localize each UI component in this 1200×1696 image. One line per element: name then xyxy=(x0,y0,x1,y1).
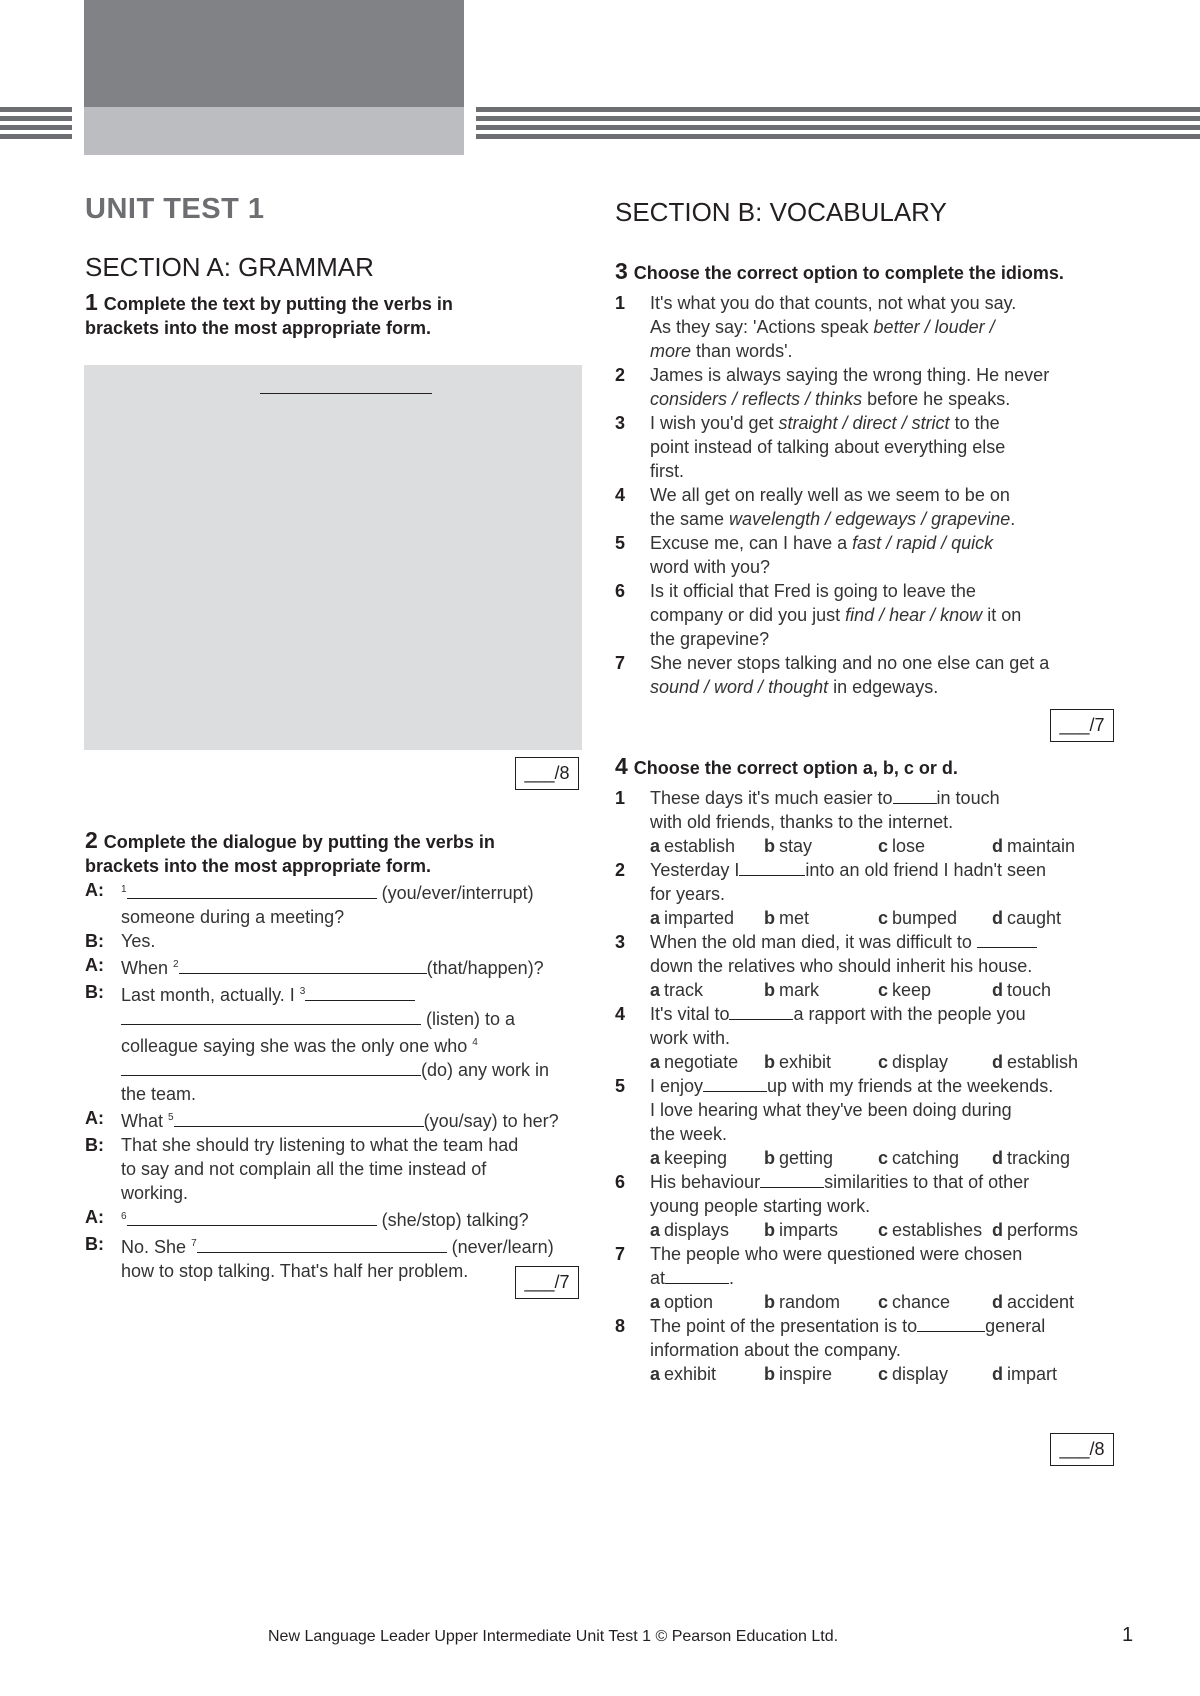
list-item: 6 His behaviour similarities to that of other young people starting work. xyxy=(615,1172,1030,1216)
header-dark-block xyxy=(84,0,464,107)
answer-blank[interactable] xyxy=(977,931,1037,948)
unit-title: UNIT TEST 1 xyxy=(85,193,265,225)
exercise-4-number: 4 xyxy=(615,753,628,779)
exercise-3-number: 3 xyxy=(615,258,628,284)
exercise-4-items xyxy=(615,786,1135,1386)
list-item: 4 We all get on really well as we seem to be on the same wavelength / edgeways / grapevine. xyxy=(615,485,1016,529)
answer-blank[interactable] xyxy=(917,1315,985,1332)
list-item: 2 Yesterday I into an old friend I hadn't seen for years. xyxy=(615,860,1047,904)
exercise-1-text-box xyxy=(84,365,582,750)
answer-blank[interactable] xyxy=(127,882,377,899)
list-item: 3 When the old man died, it was difficult to down the relatives who should inherit his house. xyxy=(615,930,1135,978)
exercise-2-number: 2 xyxy=(85,827,98,853)
options-row: a exhibit b inspire c display d impart xyxy=(650,1364,1058,1384)
dialogue-line: B: That she should try listening to what the team had to say and not complain all the time instead of working. xyxy=(85,1135,519,1203)
answer-blank[interactable] xyxy=(305,984,415,1001)
footer-text: New Language Leader Upper Intermediate Unit Test 1 © Pearson Education Ltd. xyxy=(268,1628,839,1645)
answer-blank[interactable] xyxy=(197,1236,447,1253)
exercise-3-items xyxy=(615,291,1115,699)
options-row: a imparted b met c bumped d caught xyxy=(650,908,1062,928)
dialogue-line: B: Last month, actually. I $^3$ (listen) to a colleague saying she was the only one who $^4$ (do) any work in the team. xyxy=(85,982,550,1104)
answer-blank[interactable] xyxy=(760,1171,824,1188)
answer-blank[interactable] xyxy=(174,1110,424,1127)
header-stripes-left xyxy=(0,107,72,147)
list-item: 8 The point of the presentation is to general information about the company. xyxy=(615,1316,1046,1360)
options-row: a negotiate b exhibit c display d establish xyxy=(650,1052,1079,1072)
exercise-3-instruction: 3 Choose the correct option to complete the idioms. xyxy=(615,258,1064,284)
options-row: a establish b stay c lose d maintain xyxy=(650,836,1076,856)
exercise-1-number: 1 xyxy=(85,289,98,315)
exercise-1-instruction: 1 Complete the text by putting the verbs in brackets into the most appropriate form. xyxy=(85,289,453,338)
list-item: 1 It's what you do that counts, not what you say. As they say: 'Actions speak better / louder / more than words'. xyxy=(615,293,1017,361)
answer-blank[interactable] xyxy=(739,859,805,876)
dialogue xyxy=(85,878,585,1283)
list-item: 7 She never stops talking and no one else can get a sound / word / thought in edgeways. xyxy=(615,653,1050,697)
page-number: 1 xyxy=(1122,1624,1134,1646)
answer-blank[interactable] xyxy=(121,1059,421,1076)
section-b-title: SECTION B: VOCABULARY xyxy=(615,197,947,227)
dialogue-line: A: What $^5$ (you/say) to her? xyxy=(85,1108,559,1131)
options-row: a keeping b getting c catching d tracking xyxy=(650,1148,1071,1168)
header-light-block xyxy=(84,107,464,155)
options-row: a track b mark c keep d touch xyxy=(650,980,1052,1000)
list-item: 4 It's vital to a rapport with the people you work with. xyxy=(615,1004,1026,1048)
dialogue-line: A: $^1$ (you/ever/interrupt) someone during a meeting? xyxy=(85,880,534,927)
list-item: 2 James is always saying the wrong thing. He never considers / reflects / thinks before he speaks. xyxy=(615,365,1050,409)
answer-blank[interactable] xyxy=(665,1267,729,1284)
header-stripes-right xyxy=(476,107,1200,147)
exercise-3-score-box: ___/7 xyxy=(1050,709,1114,742)
list-item: 6 Is it official that Fred is going to leave the company or did you just find / hear / know it on the grapevine? xyxy=(615,581,1022,649)
exercise-1-score-box: ___/8 xyxy=(515,757,579,790)
dialogue-line: A: When $^2$ (that/happen)? xyxy=(85,955,544,978)
list-item: 5 I enjoy up with my friends at the weekends. I love hearing what they've been doing during the week. xyxy=(615,1076,1054,1144)
exercise-4-instruction: 4 Choose the correct option a, b, c or d. xyxy=(615,753,958,779)
text-box-title-line xyxy=(260,393,432,394)
answer-blank[interactable] xyxy=(179,957,427,974)
exercise-2-score-box: ___/7 xyxy=(515,1266,579,1299)
options-row: a option b random c chance d accident xyxy=(650,1292,1075,1312)
list-item: 7 The people who were questioned were chosen at . xyxy=(615,1244,1023,1288)
dialogue-line: B: Yes. xyxy=(85,931,156,951)
answer-blank[interactable] xyxy=(703,1075,767,1092)
options-row: a displays b imparts c establishes d performs xyxy=(650,1220,1079,1240)
answer-blank[interactable] xyxy=(121,1008,421,1025)
exercise-4-score-box: ___/8 xyxy=(1050,1433,1114,1466)
dialogue-line: B: No. She $^7$ (never/learn) how to stop talking. That's half her problem. xyxy=(85,1234,554,1281)
list-item: 5 Excuse me, can I have a fast / rapid / quick word with you? xyxy=(615,533,994,577)
answer-blank[interactable] xyxy=(127,1209,377,1226)
list-item: 3 I wish you'd get straight / direct / strict to the point instead of talking about everything else first. xyxy=(615,413,1006,481)
list-item: 1 These days it's much easier to in touch with old friends, thanks to the internet. xyxy=(615,788,1000,832)
answer-blank[interactable] xyxy=(893,787,937,804)
section-a-title: SECTION A: GRAMMAR xyxy=(85,252,374,282)
exercise-2-instruction: 2 Complete the dialogue by putting the verbs in brackets into the most appropriate form. xyxy=(85,827,495,876)
dialogue-line: A: $^6$ (she/stop) talking? xyxy=(85,1207,529,1230)
answer-blank[interactable] xyxy=(729,1003,793,1020)
